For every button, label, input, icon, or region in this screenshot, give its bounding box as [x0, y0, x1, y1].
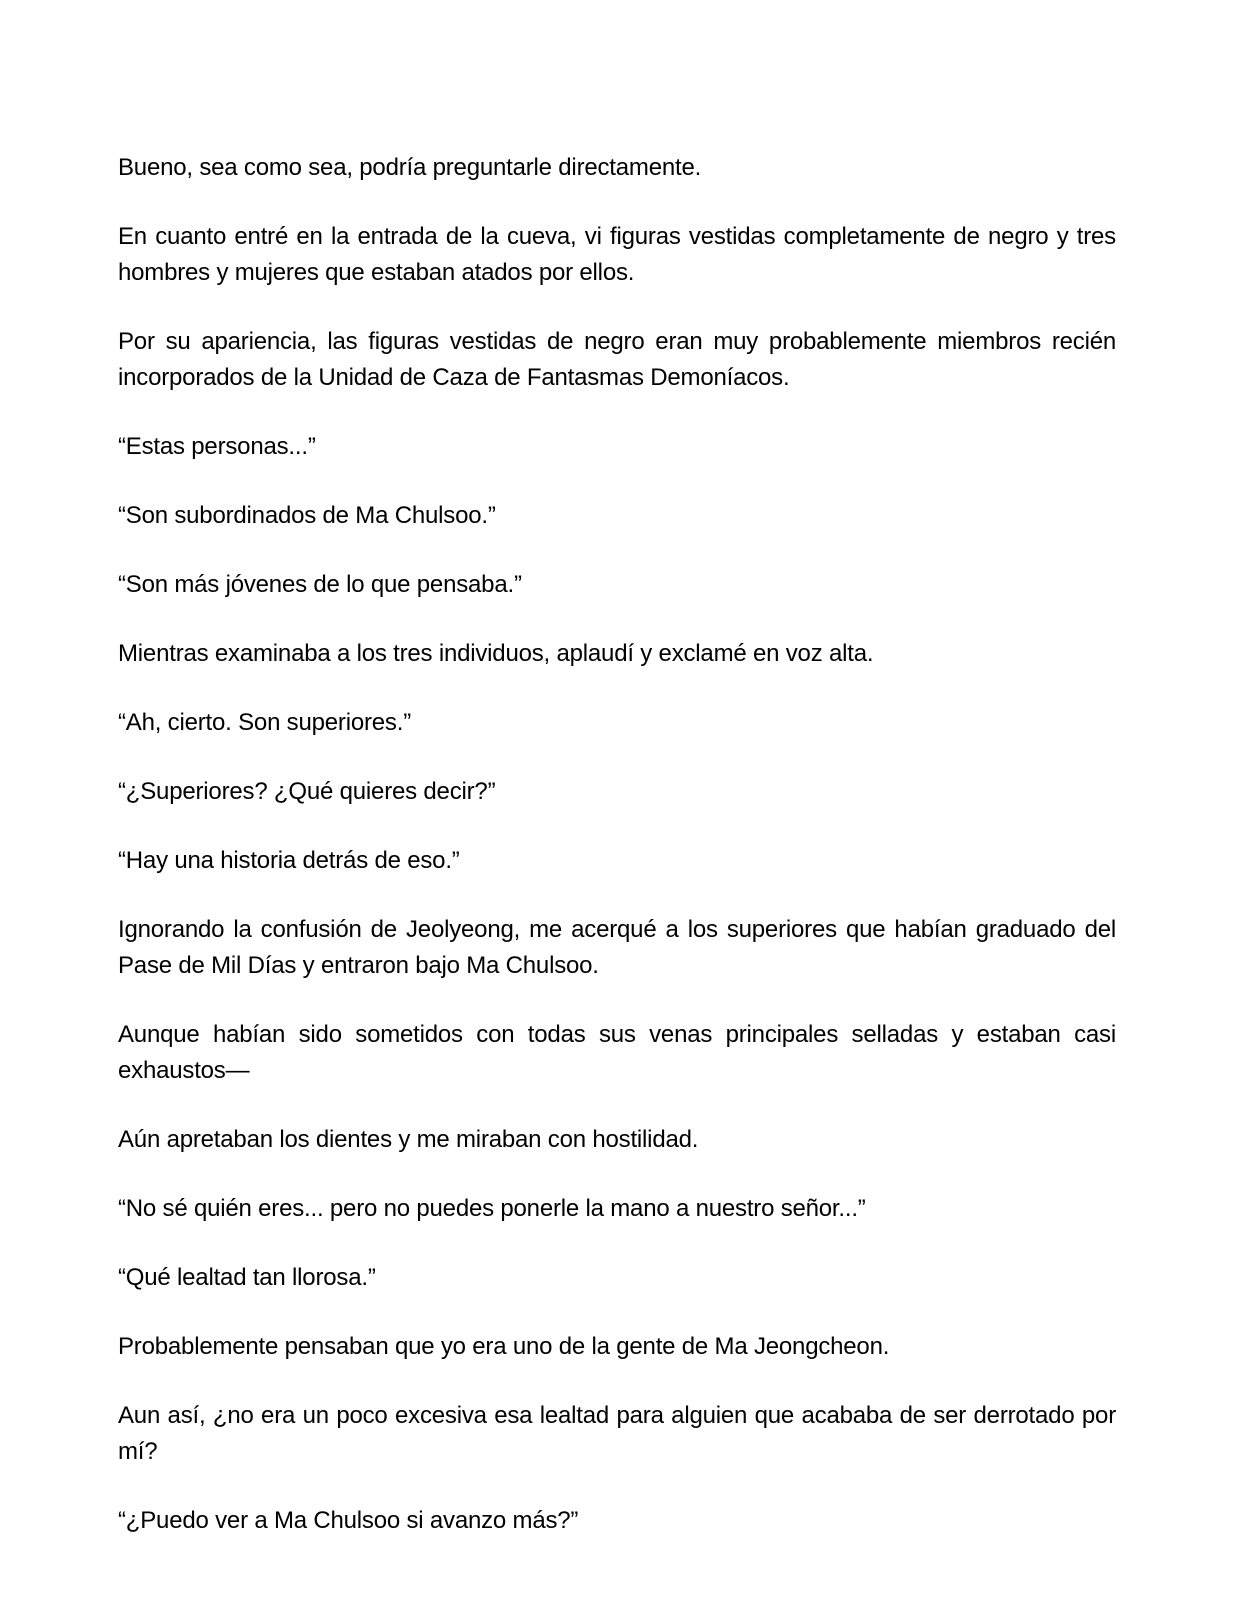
paragraph-2: En cuanto entré en la entrada de la cueva, vi figuras vestidas completamente de negro y tres hombres y mujeres que estaban atados por ellos.: [118, 223, 1116, 286]
paragraph-4: “Estas personas...”: [118, 433, 316, 460]
paragraph-1: Bueno, sea como sea, podría preguntarle directamente.: [118, 154, 702, 181]
paragraph-17: Aun así, ¿no era un poco excesiva esa lealtad para alguien que acababa de ser derrotado por mí?: [118, 1402, 1116, 1465]
paragraph-10: “Hay una historia detrás de eso.”: [118, 847, 460, 874]
paragraph-14: “No sé quién eres... pero no puedes ponerle la mano a nuestro señor...”: [118, 1195, 866, 1222]
paragraph-7: Mientras examinaba a los tres individuos, aplaudí y exclamé en voz alta.: [118, 640, 874, 667]
paragraph-12: Aunque habían sido sometidos con todas sus venas principales selladas y estaban casi exhaustos—: [118, 1021, 1116, 1084]
paragraph-13: Aún apretaban los dientes y me miraban con hostilidad.: [118, 1126, 699, 1153]
paragraph-16: Probablemente pensaban que yo era uno de la gente de Ma Jeongcheon.: [118, 1333, 890, 1360]
paragraph-9: “¿Superiores? ¿Qué quieres decir?”: [118, 778, 496, 805]
paragraph-11: Ignorando la confusión de Jeolyeong, me acerqué a los superiores que habían graduado del Pase de Mil Días y entraron bajo Ma Chulsoo.: [118, 916, 1116, 979]
paragraph-5: “Son subordinados de Ma Chulsoo.”: [118, 502, 496, 529]
paragraph-18: “¿Puedo ver a Ma Chulsoo si avanzo más?”: [118, 1507, 579, 1534]
paragraph-15: “Qué lealtad tan llorosa.”: [118, 1264, 376, 1291]
paragraph-6: “Son más jóvenes de lo que pensaba.”: [118, 571, 522, 598]
paragraph-3: Por su apariencia, las figuras vestidas de negro eran muy probablemente miembros recién incorporados de la Unidad de Caza de Fantasmas Demoníacos.: [118, 328, 1116, 391]
paragraph-8: “Ah, cierto. Son superiores.”: [118, 709, 411, 736]
